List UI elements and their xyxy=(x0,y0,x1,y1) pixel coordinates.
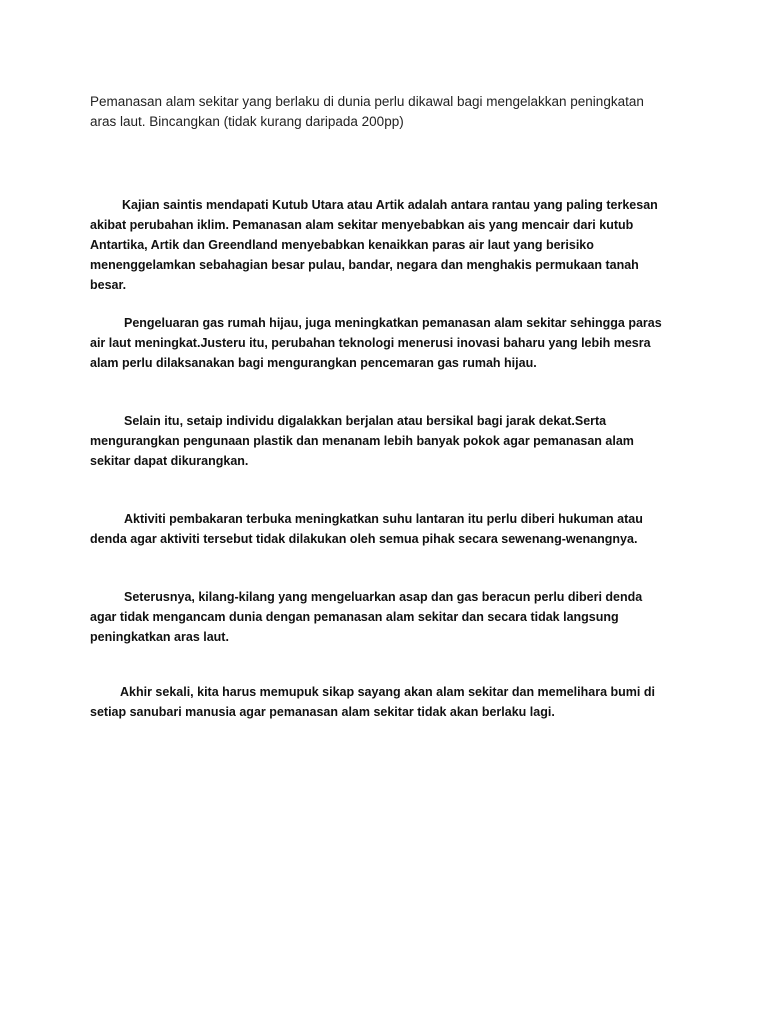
paragraph-1: Kajian saintis mendapati Kutub Utara atau Artik adalah antara rantau yang paling terkesan akibat perubahan iklim. Pemanasan alam sekitar menyebabkan ais yang mencair dari kutub Antartika, Artik dan Greendland menyebabkan kenaikkan paras air laut yang berisiko menenggelamkan sebahagian besar pulau, bandar, negara dan menghakis permukaan tanah besar. xyxy=(90,198,658,292)
paragraph-4: Aktiviti pembakaran terbuka meningkatkan suhu lantaran itu perlu diberi hukuman atau denda agar aktiviti tersebut tidak dilakukan oleh semua pihak secara sewenang-wenangnya. xyxy=(90,512,643,546)
paragraph-2: Pengeluaran gas rumah hijau, juga meningkatkan pemanasan alam sekitar sehingga paras air laut meningkat.Justeru itu, perubahan teknologi menerusi inovasi baharu yang lebih mesra alam perlu dilaksanakan bagi mengurangkan pencemaran gas rumah hijau. xyxy=(90,316,662,370)
paragraph-6: Akhir sekali, kita harus memupuk sikap sayang akan alam sekitar dan memelihara bumi di setiap sanubari manusia agar pemanasan alam sekitar tidak akan berlaku lagi. xyxy=(90,685,655,719)
essay-question: Pemanasan alam sekitar yang berlaku di dunia perlu dikawal bagi mengelakkan peningkatan aras laut. Bincangkan (tidak kurang daripada 200pp) xyxy=(90,94,644,129)
paragraph-3: Selain itu, setaip individu digalakkan berjalan atau bersikal bagi jarak dekat.Serta mengurangkan pengunaan plastik dan menanam lebih banyak pokok agar pemanasan alam sekitar dapat dikurangkan. xyxy=(90,414,634,468)
paragraph-5: Seterusnya, kilang-kilang yang mengeluarkan asap dan gas beracun perlu diberi denda agar tidak mengancam dunia dengan pemanasan alam sekitar dan secara tidak langsung peningkatkan aras laut. xyxy=(90,590,643,644)
